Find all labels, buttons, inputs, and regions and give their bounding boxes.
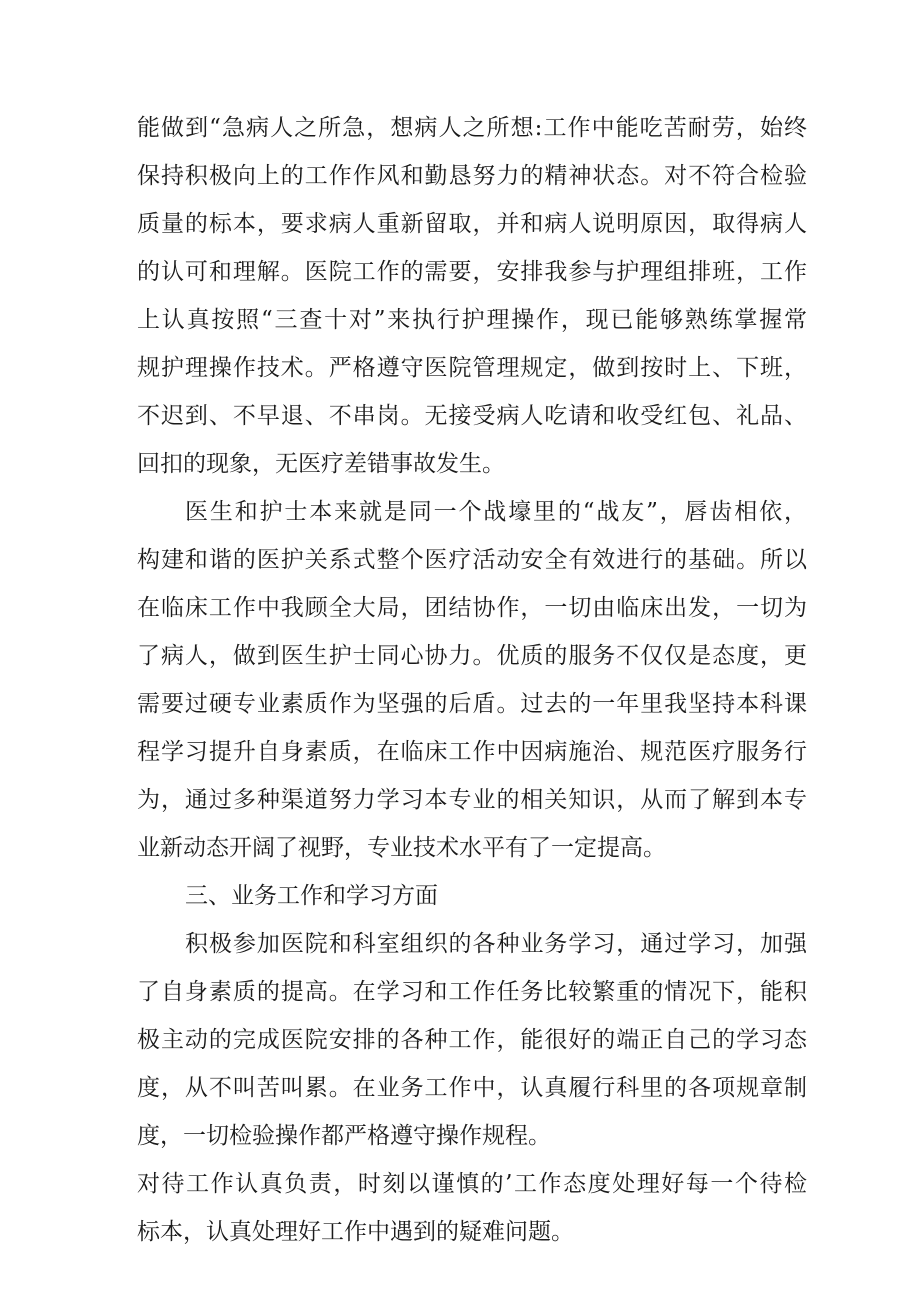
text-line: 规护理操作技术。严格遵守医院管理规定，做到按时上、下班， xyxy=(137,355,807,381)
text-line: 能做到“急病人之所急，想病人之所想:工作中能吃苦耐劳，始终 xyxy=(137,115,807,141)
text-line: 业新动态开阔了视野，专业技术水平有了一定提高。 xyxy=(137,835,666,861)
text-line: 度，从不叫苦叫累。在业务工作中，认真履行科里的各项规章制 xyxy=(137,1075,807,1101)
text-line: 上认真按照“三查十对”来执行护理操作，现已能够熟练掌握常 xyxy=(137,307,807,333)
text-line: 不迟到、不早退、不串岗。无接受病人吃请和收受红包、礼品、 xyxy=(137,403,807,429)
text-line: 程学习提升自身素质，在临床工作中因病施治、规范医疗服务行 xyxy=(137,739,807,765)
text-line: 的认可和理解。医院工作的需要，安排我参与护理组排班，工作 xyxy=(137,259,807,285)
text-line: 保持积极向上的工作作风和勤恳努力的精神状态。对不符合检验 xyxy=(137,163,807,189)
section-heading: 三、业务工作和学习方面 xyxy=(185,883,438,909)
text-line: 了自身素质的提高。在学习和工作任务比较繁重的情况下，能积 xyxy=(137,979,807,1005)
text-line: 标本，认真处理好工作中遇到的疑难问题。 xyxy=(137,1219,574,1245)
paragraph-first-line: 医生和护士本来就是同一个战壕里的“战友”，唇齿相依， xyxy=(185,499,807,525)
text-line: 质量的标本，要求病人重新留取，并和病人说明原因，取得病人 xyxy=(137,211,807,237)
text-line: 构建和谐的医护关系式整个医疗活动安全有效进行的基础。所以 xyxy=(137,547,807,573)
text-line: 回扣的现象，无医疗差错事故发生。 xyxy=(137,451,505,477)
paragraph-first-line: 积极参加医院和科室组织的各种业务学习，通过学习，加强 xyxy=(185,931,807,957)
text-line: 需要过硬专业素质作为坚强的后盾。过去的一年里我坚持本科课 xyxy=(137,691,807,717)
text-line: 了病人，做到医生护士同心协力。优质的服务不仅仅是态度，更 xyxy=(137,643,807,669)
text-line: 极主动的完成医院安排的各种工作，能很好的端正自己的学习态 xyxy=(137,1027,807,1053)
text-line: 为，通过多种渠道努力学习本专业的相关知识，从而了解到本专 xyxy=(137,787,807,813)
text-line: 对待工作认真负责，时刻以谨慎的’工作态度处理好每一个待检 xyxy=(137,1171,807,1197)
text-line: 在临床工作中我顾全大局，团结协作，一切由临床出发，一切为 xyxy=(137,595,807,621)
text-line: 度，一切检验操作都严格遵守操作规程。 xyxy=(137,1123,551,1149)
